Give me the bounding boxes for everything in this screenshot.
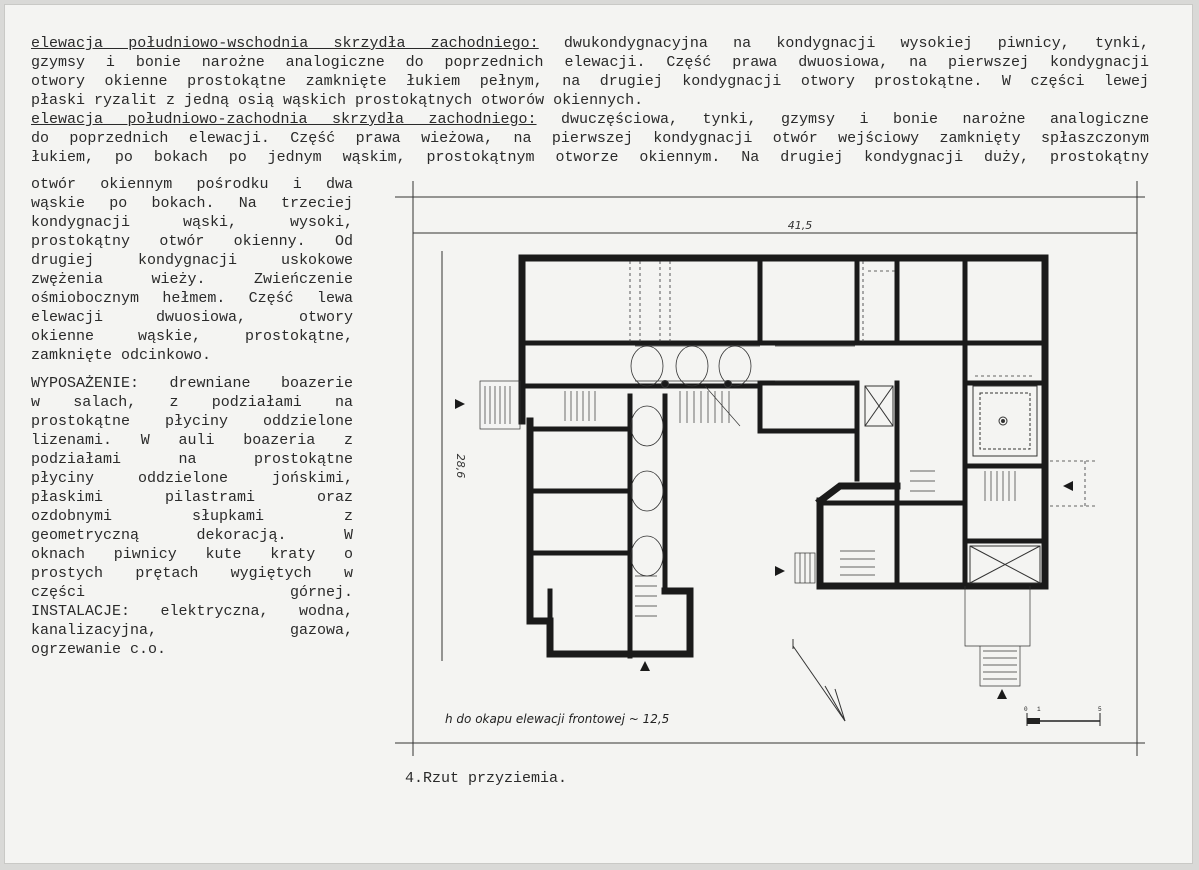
- text-paragraph: [31, 175, 353, 365]
- section-heading: elewacja południowo-wschodnia skrzydła zachodniego:: [31, 35, 539, 52]
- text-line: w salach, z podziałami na: [31, 394, 353, 411]
- text-line: otwory okienne prostokątne zamknięte łukiem pełnym, na drugiej kondygnacji otwory prostokątne. W części lewej: [31, 73, 1149, 90]
- text-line: oknach piwnicy kute kraty o: [31, 546, 353, 563]
- text-line: ogrzewanie c.o.: [31, 641, 167, 658]
- walls: [522, 258, 1045, 656]
- text-line: elewacja południowo-zachodnia skrzydła zachodniego: dwuczęściowa, tynki, gzymsy i bonie narożne analogiczne: [31, 111, 1149, 128]
- height-dimension: 28,6: [454, 453, 467, 479]
- text-line: kondygnacji wąski, wysoki,: [31, 214, 353, 231]
- left-text-column: [31, 175, 353, 659]
- text-line: gzymsy i bonie narożne analogiczne do poprzednich elewacji. Część prawa dwuosiowa, na pierwszej kondygnacji: [31, 54, 1149, 71]
- scale-start: 0: [1024, 706, 1028, 713]
- text-line: lizenami. W auli boazeria z: [31, 432, 353, 449]
- text-line: otwór okiennym pośrodku i dwa: [31, 176, 353, 193]
- text-line: prostokątne płyciny oddzielone: [31, 413, 353, 430]
- scale-bar: [1024, 706, 1102, 726]
- width-dimension: 41,5: [787, 219, 813, 232]
- text-line: części górnej.: [31, 584, 353, 601]
- text-line: geometryczną dekoracją. W: [31, 527, 353, 544]
- top-text-block: [31, 34, 1149, 167]
- text-line: płyciny oddzielone jońskimi,: [31, 470, 353, 487]
- text-line: płaski ryzalit z jedną osią wąskich prostokątnych otworów okiennych.: [31, 92, 644, 109]
- text-line: płaskimi pilastrami oraz: [31, 489, 353, 506]
- text-line: ozdobnymi słupkami z: [31, 508, 353, 525]
- scale-end: 5: [1098, 706, 1102, 713]
- text-line: ośmiobocznym hełmem. Część lewa: [31, 290, 353, 307]
- text-line: elewacja południowo-wschodnia skrzydła zachodniego: dwukondygnacyjna na kondygnacji wysokiej piwnicy, tynki,: [31, 35, 1149, 52]
- north-arrow-icon: [793, 639, 845, 721]
- text-line: zwężenia wieży. Zwieńczenie: [31, 271, 353, 288]
- text-line: prostych prętach wygiętych w: [31, 565, 353, 582]
- text-line: okienne wąskie, prostokątne,: [31, 328, 353, 345]
- text-line: WYPOSAŻENIE: drewniane boazerie: [31, 375, 353, 392]
- figure-caption: 4.Rzut przyziemia.: [405, 770, 568, 787]
- height-note: h do okapu elewacji frontowej ~ 12,5: [445, 712, 670, 726]
- text-paragraph: [31, 374, 353, 659]
- text-line: wąskie po bokach. Na trzeciej: [31, 195, 353, 212]
- text-line: do poprzednich elewacji. Część prawa wieżowa, na pierwszej kondygnacji otwór wejściowy zamknięty spłaszczonym: [31, 130, 1149, 147]
- text-line: kanalizacyjna, gazowa,: [31, 622, 353, 639]
- text-line: elewacji dwuosiowa, otwory: [31, 309, 353, 326]
- scale-mid: 1: [1037, 706, 1041, 713]
- text-line: prostokątny otwór okienny. Od: [31, 233, 353, 250]
- floor-plan-drawing: [395, 181, 1155, 761]
- text-line: zamknięte odcinkowo.: [31, 347, 212, 364]
- text-line: INSTALACJE: elektryczna, wodna,: [31, 603, 353, 620]
- text-line: drugiej kondygnacji uskokowe: [31, 252, 353, 269]
- section-heading: elewacja południowo-zachodnia skrzydła zachodniego:: [31, 111, 537, 128]
- text-line: łukiem, po bokach po jednym wąskim, prostokątnym otworze okiennym. Na drugiej kondygnacji duży, prostokątny: [31, 149, 1149, 166]
- document-sheet: [4, 4, 1193, 864]
- special-rooms: [662, 381, 1041, 584]
- text-line: podziałami na prostokątne: [31, 451, 353, 468]
